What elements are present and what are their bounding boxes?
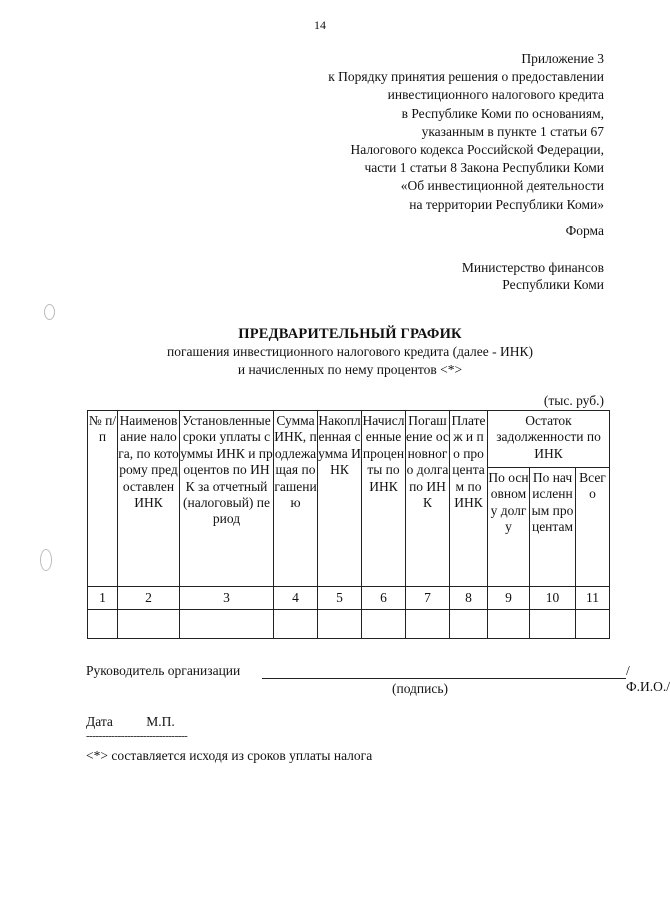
column-number: 8 xyxy=(450,587,488,610)
table-cell xyxy=(274,610,318,639)
page-number: 14 xyxy=(314,18,326,32)
table-cell xyxy=(576,610,610,639)
scan-hole-mark xyxy=(40,549,52,571)
signature-underline xyxy=(262,678,626,679)
column-number: 5 xyxy=(318,587,362,610)
header-cell: Установленные сроки уплаты суммы ИНК и процентов по ИНК за отчетный (налоговый) период xyxy=(180,411,274,587)
ministry-line: Министерство финансов xyxy=(461,260,604,275)
header-row xyxy=(88,411,610,468)
date-row xyxy=(86,714,175,730)
appendix-line: части 1 статьи 8 Закона Республики Коми xyxy=(364,160,604,176)
column-number: 10 xyxy=(530,587,576,610)
ministry-block xyxy=(344,259,604,293)
column-number: 1 xyxy=(88,587,118,610)
table-cell xyxy=(118,610,180,639)
column-number: 4 xyxy=(274,587,318,610)
column-number: 7 xyxy=(406,587,450,610)
header-cell: № п/п xyxy=(88,411,118,587)
table-cell xyxy=(318,610,362,639)
table-cell xyxy=(530,610,576,639)
column-number: 3 xyxy=(180,587,274,610)
appendix-line: Налогового кодекса Российской Федерации, xyxy=(350,142,604,158)
footnote: <*> составляется исходя из сроков уплаты налога xyxy=(86,748,373,763)
header-cell: Начисленные проценты по ИНК xyxy=(362,411,406,587)
appendix-line: на территории Республики Коми» xyxy=(409,196,604,212)
header-cell: Накопленная сумма ИНК xyxy=(318,411,362,587)
appendix-line: инвестиционного налогового кредита xyxy=(387,87,604,103)
column-number: 6 xyxy=(362,587,406,610)
signature-caption: (подпись) xyxy=(391,681,449,696)
document-title: ПРЕДВАРИТЕЛЬНЫЙ ГРАФИК xyxy=(238,326,462,342)
footnote-separator: -------------------------------- xyxy=(86,730,188,742)
units-label: (тыс. руб.) xyxy=(543,393,604,408)
table-cell xyxy=(88,610,118,639)
column-number: 11 xyxy=(576,587,610,610)
header-cell: Погашение основного долга по ИНК xyxy=(406,411,450,587)
document-subtitle: погашения инвестиционного налогового кредита (далее - ИНК) xyxy=(166,344,534,359)
appendix-line: Приложение 3 xyxy=(521,51,604,66)
appendix-line: в Республике Коми по основаниям, xyxy=(401,105,604,121)
appendix-line: «Об инвестиционной деятельности xyxy=(400,178,604,194)
appendix-block xyxy=(244,50,604,214)
table-row xyxy=(88,610,610,639)
column-number-row xyxy=(88,587,610,610)
table-cell xyxy=(488,610,530,639)
table-cell xyxy=(362,610,406,639)
column-number: 2 xyxy=(118,587,180,610)
stamp-label: М.П. xyxy=(146,714,175,729)
header-cell: Платеж и по процентам по ИНК xyxy=(450,411,488,587)
table-cell xyxy=(406,610,450,639)
signature-label: Руководитель организации xyxy=(86,663,241,678)
header-cell: По начисленным процентам xyxy=(530,468,576,587)
schedule-table xyxy=(87,410,610,639)
fio-label: /Ф.И.О./ xyxy=(626,663,670,694)
header-group-cell: Остаток задолженности по ИНК xyxy=(488,411,610,468)
header-cell: Всего xyxy=(576,468,610,587)
column-number: 9 xyxy=(488,587,530,610)
header-cell: По основному долгу xyxy=(488,468,530,587)
header-cell: Наименование налога, по которому предоставлен ИНК xyxy=(118,411,180,587)
appendix-line: к Порядку принятия решения о предоставлении xyxy=(328,69,604,85)
header-cell: Сумма ИНК, подлежащая погашению xyxy=(274,411,318,587)
form-label: Форма xyxy=(565,223,604,238)
date-label: Дата xyxy=(86,714,113,729)
ministry-line: Республики Коми xyxy=(502,277,604,292)
title-block xyxy=(60,325,640,379)
document-subtitle: и начисленных по нему процентов <*> xyxy=(237,362,463,377)
table-cell xyxy=(180,610,274,639)
appendix-line: указанным в пункте 1 статьи 67 xyxy=(421,123,604,139)
scan-hole-mark xyxy=(44,304,55,320)
table-cell xyxy=(450,610,488,639)
